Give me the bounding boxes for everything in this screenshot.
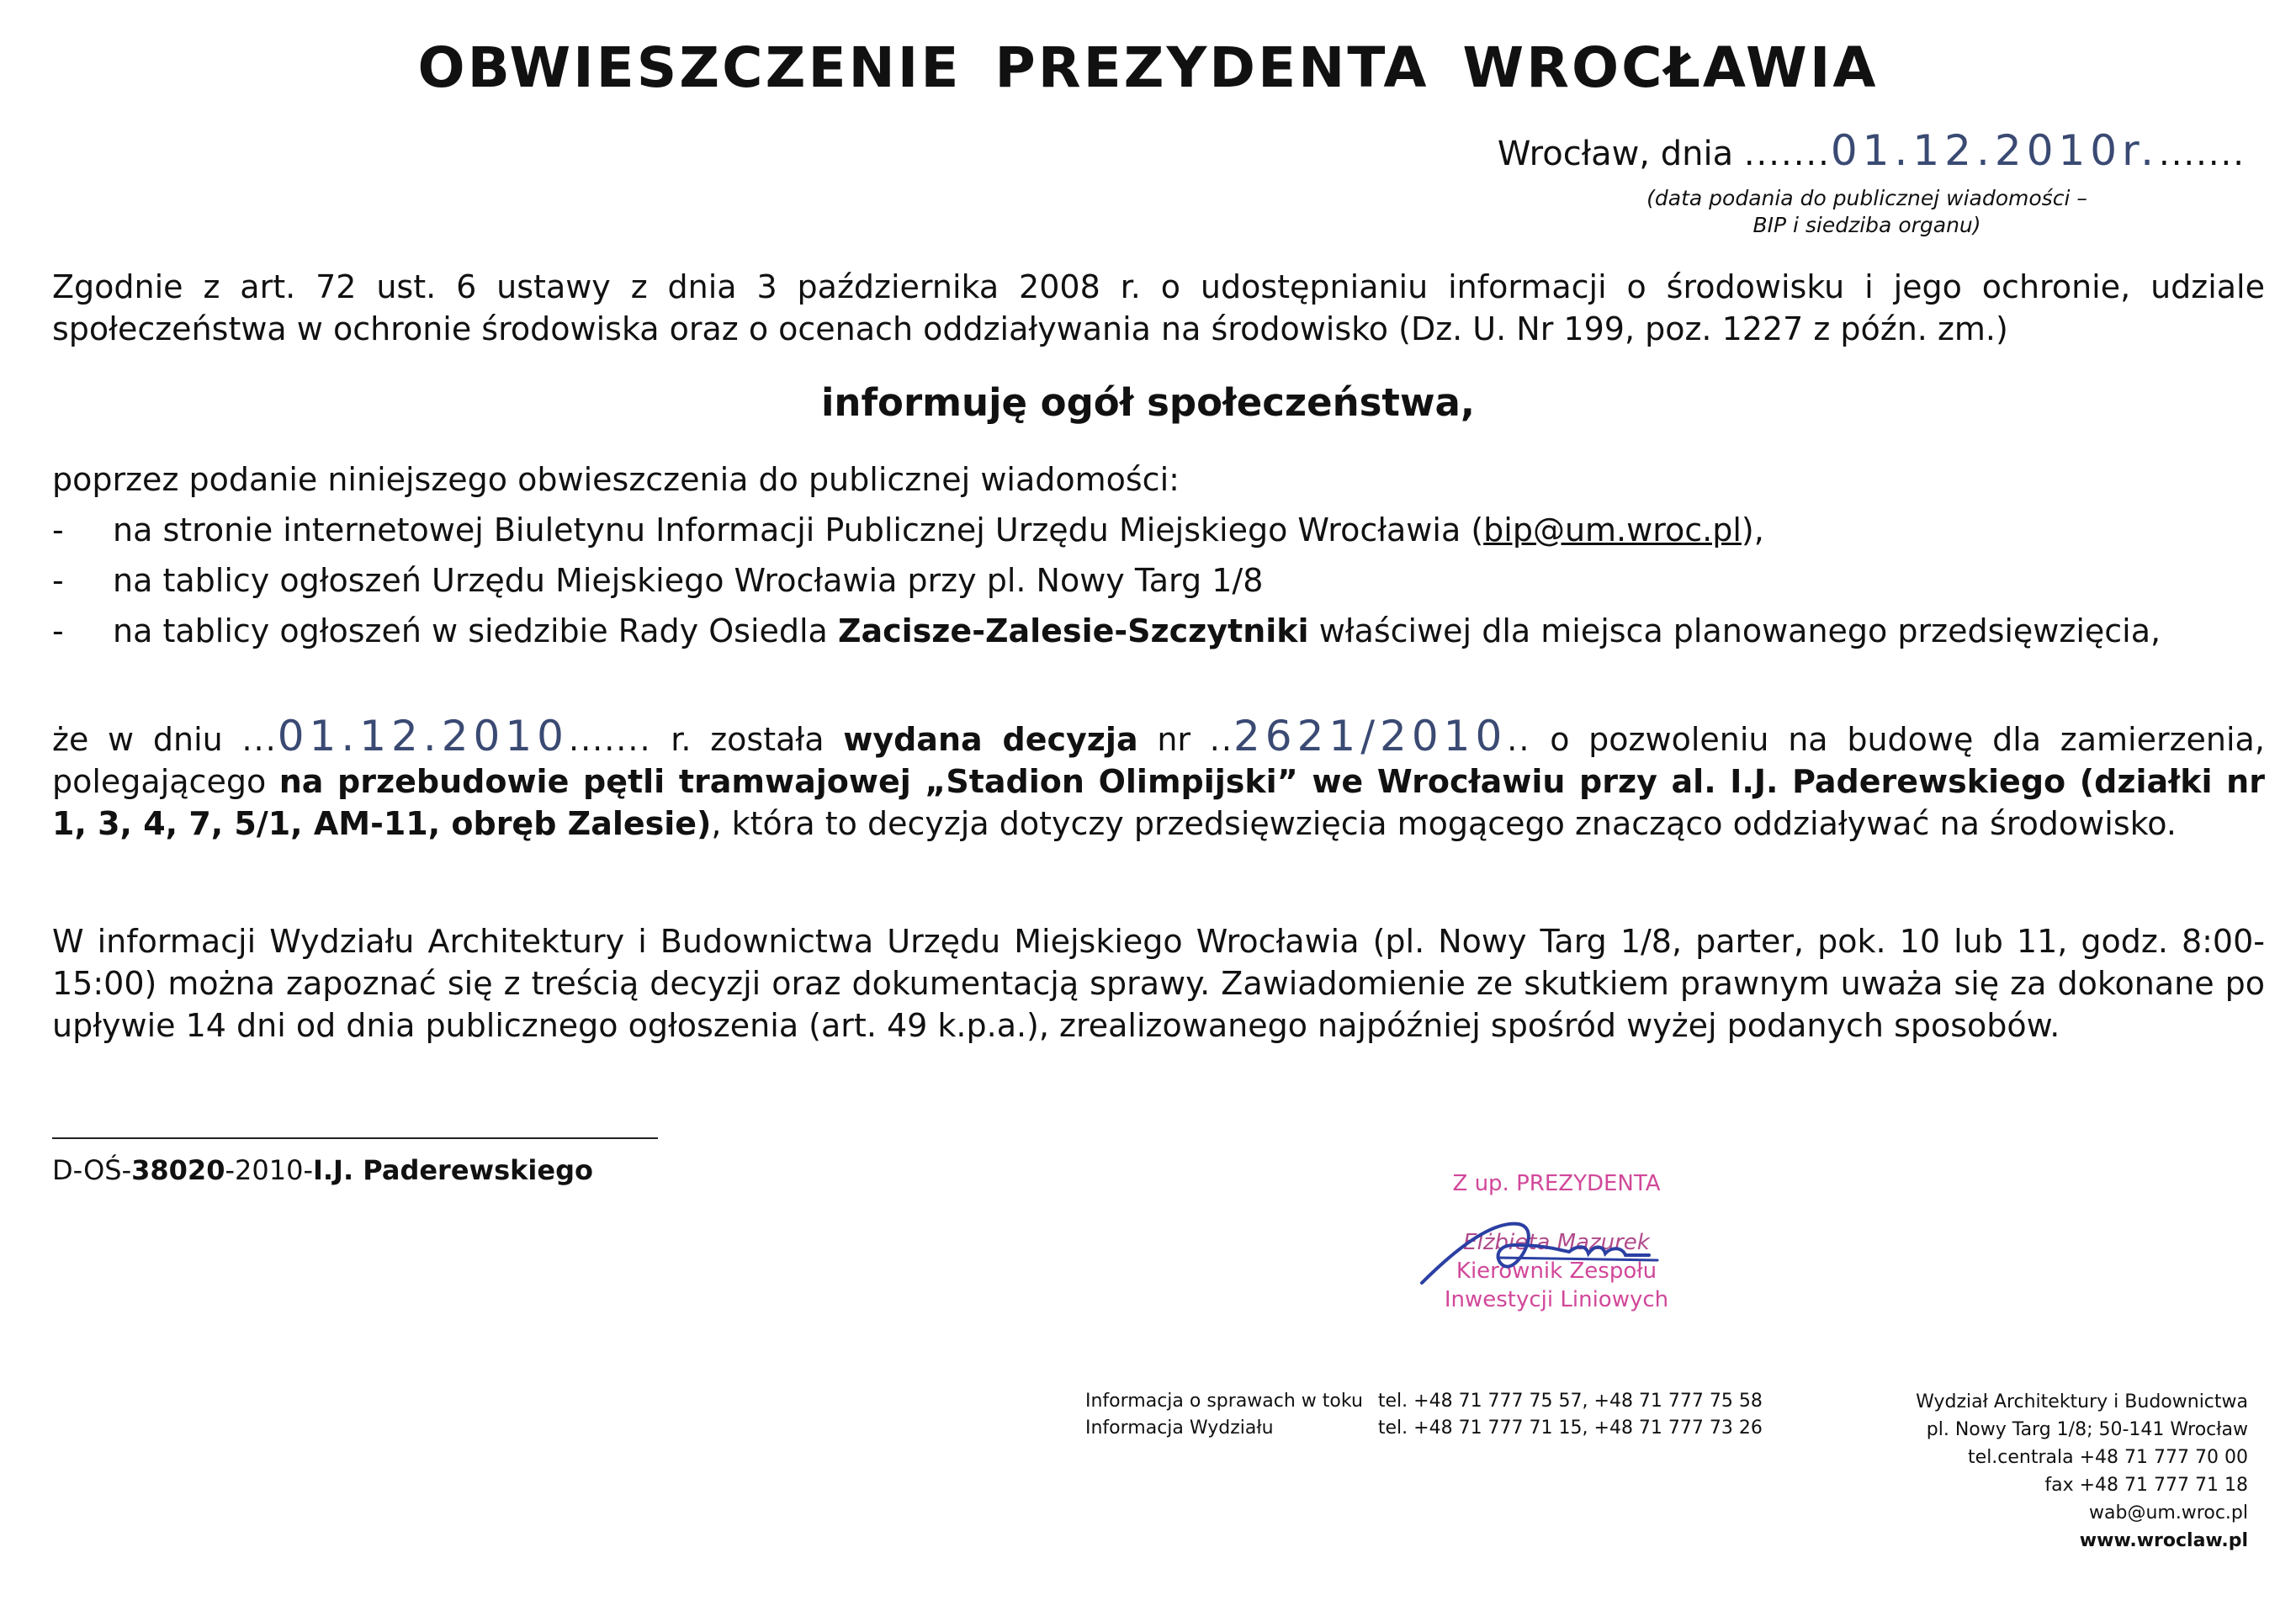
methods-list: [52, 509, 2265, 652]
stamp-authority: Z up. PREZYDENTA: [1452, 1171, 1661, 1196]
legal-basis-paragraph: Zgodnie z art. 72 ust. 6 ustawy z dnia 3 października 2008 r. o udostępnianiu informacji o środowisku i jego ochronie, udziale społeczeństwa w ochronie środowiska oraz o ocenach oddziaływania na środowisko (Dz. U. Nr 199, poz. 1227 z późn. zm.): [52, 268, 2265, 347]
methods-lead: poprzez podanie niniejszego obwieszczenia do publicznej wiadomości:: [52, 461, 1180, 498]
department-email[interactable]: wab@um.wroc.pl: [2089, 1502, 2248, 1524]
date-note-line-2: BIP i siedziba organu): [1752, 213, 1981, 237]
date-line: Wrocław, dnia .......01.12.2010r........: [1497, 126, 2246, 175]
publication-methods: [52, 458, 2265, 660]
date-note-line-1: (data podania do publicznej wiadomości –: [1646, 186, 2087, 210]
website-link[interactable]: www.wroclaw.pl: [2079, 1530, 2248, 1551]
date-note: [1572, 185, 2161, 239]
district-name: Zacisze-Zalesie-Szczytniki: [837, 612, 1309, 649]
case-reference: D-OŚ-38020-2010-I.J. Paderewskiego: [52, 1154, 593, 1186]
date-label: Wrocław, dnia: [1497, 135, 1734, 173]
list-item: - na tablicy ogłoszeń Urzędu Miejskiego Wrocławia przy pl. Nowy Targ 1/8: [52, 562, 1264, 599]
handwritten-decision-date: 01.12.2010: [277, 712, 569, 760]
department-central-phone: tel.centrala +48 71 777 70 00: [1968, 1447, 2248, 1468]
reference-divider: [52, 1137, 658, 1139]
list-item: - na stronie internetowej Biuletynu Informacji Publicznej Urzędu Miejskiego Wrocławia (bip@um.wroc.pl),: [52, 511, 1764, 548]
department-address: pl. Nowy Targ 1/8; 50-141 Wrocław: [1926, 1419, 2248, 1440]
department-name: Wydział Architektury i Budownictwa: [1916, 1391, 2248, 1412]
bip-email-link[interactable]: bip@um.wroc.pl: [1483, 511, 1742, 548]
table-row: Informacja o sprawach w toku tel. +48 71 777 75 57, +48 71 777 75 58: [1085, 1391, 1763, 1412]
stamp-unit: Inwestycji Liniowych: [1444, 1287, 1669, 1312]
stamp-position: Kierownik Zespołu: [1456, 1259, 1657, 1284]
handwritten-decision-number: 2621/2010: [1233, 712, 1508, 760]
table-row: Informacja Wydziału tel. +48 71 777 71 15, +48 71 777 73 26: [1085, 1418, 1763, 1439]
decision-paragraph: że w dniu ...01.12.2010....... r. została wydana decyzja nr ..2621/2010.. o pozwoleniu na budowę dla zamierzenia, polegającego na przebudowie pętli tramwajowej „Stadion Olimpijski” we Wrocławiu przy al. I.J. Paderewskiego (działki nr 1, 3, 4, 7, 5/1, AM-11, obręb Zalesie), która to decyzja dotyczy przedsięwzięcia mogącego znacząco oddziaływać na środowisko.: [52, 712, 2265, 842]
handwritten-date: 01.12.2010r.: [1830, 126, 2159, 175]
department-contact: [1916, 1388, 2248, 1555]
project-description: na przebudowie pętli tramwajowej „Stadion Olimpijski” we Wrocławiu przy al. I.J. Paderewskiego (działki nr 1, 3, 4, 7, 5/1, AM-11, obręb Zalesie): [52, 763, 2265, 842]
list-item: - na tablicy ogłoszeń w siedzibie Rady Osiedla Zacisze-Zalesie-Szczytniki właściwej dla miejsca planowanego przedsięwzięcia,: [52, 612, 2161, 649]
section-heading: informuję ogół społeczeństwa,: [821, 380, 1475, 425]
info-paragraph: W informacji Wydziału Architektury i Budownictwa Urzędu Miejskiego Wrocławia (pl. Nowy Targ 1/8, parter, pok. 10 lub 11, godz. 8:00-15:00) można zapoznać się z treścią decyzji oraz dokumentacją sprawy. Zawiadomienie ze skutkiem prawnym uważa się za dokonane po upływie 14 dni od dnia publicznego ogłoszenia (art. 49 k.p.a.), zrealizowanego najpóźniej spośród wyżej podanych sposobów.: [52, 923, 2265, 1044]
page-title: OBWIESZCZENIE PREZYDENTA WROCŁAWIA: [417, 35, 1879, 100]
contact-table: [1085, 1388, 1778, 1442]
signature-icon: [1397, 1186, 1699, 1304]
stamp-name: Elżbieta Mazurek: [1463, 1230, 1650, 1255]
department-fax: fax +48 71 777 71 18: [2044, 1475, 2248, 1496]
